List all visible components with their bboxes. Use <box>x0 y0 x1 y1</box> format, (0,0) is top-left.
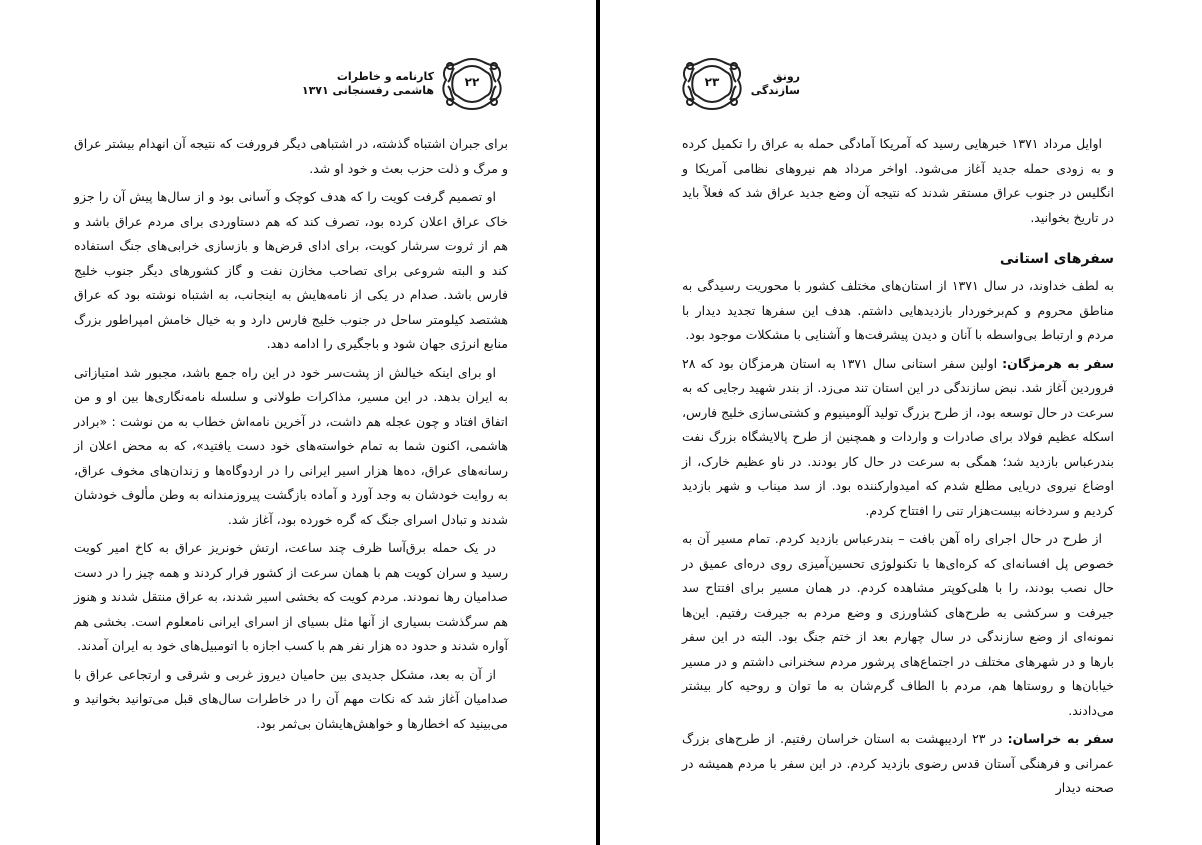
left-page <box>0 0 596 845</box>
running-head-subtitle: سازندگی <box>750 84 800 97</box>
paragraph-lead-in: سفر به هرمزگان: <box>1002 355 1114 371</box>
running-head-title: کارنامه و خاطرات <box>336 70 434 83</box>
page-header <box>680 56 880 112</box>
running-head-title: رونق <box>772 70 800 83</box>
page-header <box>301 56 520 112</box>
paragraph-hormozgan <box>682 352 1114 524</box>
paragraph: از طرح در حال اجرای راه آهن بافت – بندرعباس بازدید کردم. تمام مسیر آن به خصوص پل افسانه‌ای که کره‌ای‌ها با تکنولوژی تحسین‌آمیزی روی دره‌ای عمیق در حال نصب بودند، را با هلی‌کوپتر مشاهده کردم. در همان مسیر برای افتتاح سد جیرفت و سرکشی به طرح‌های کشاورزی و وضع مردم به جیرفت رفتیم. این‌ها نمونه‌ای از وضع سازندگی در سال چهارم بعد از ختم جنگ بود. البته در این سفر بارها و در شهرهای مختلف در اجتماع‌های پرشور مردم سخنرانی داشتم و در مسیر خیابان‌ها و روستاها هم، مردم با الطاف گرم‌شان به ما توان و روحیه کار بیشتر می‌دادند. <box>682 531 1114 718</box>
paragraph-text: اولین سفر استانی سال ۱۳۷۱ به استان هرمزگان بود که ۲۸ فروردین آغاز شد. نبض سازندگی در این استان تند می‌زد. از بندر شهید رجایی که به سرعت در حال توسعه بود، از طرح بزرگ تولید آلومینیوم و کشتی‌سازی خلیج فارس، اسکله عظیم فولاد برای صادرات و واردات و همچنین از طرح پالایشگاه بزرگ نفت بندرعباس بازدید شد؛ همگی به سرعت در حال کار بودند. در ناو عظیم خارک، از اوضاع نیروی دریایی مطلع شدم که امیدوارکننده بود. از سد میناب و شهر بازدید کردیم و سردخانه بیست‌هزار تنی را افتتاح کردم. <box>682 355 1114 518</box>
running-head <box>301 70 434 98</box>
paragraph-text: در ۲۳ اردیبهشت به استان خراسان رفتیم. از طرح‌های بزرگ عمرانی و فرهنگی آستان قدس رضوی بازدید کردم. در این سفر با مردم همیشه در صحنه دیدار <box>682 731 1114 795</box>
page-number: ۲۲ <box>464 75 480 89</box>
paragraph: او تصمیم گرفت کویت را که هدف کوچک و آسانی بود و از سال‌ها پیش آن را جزو خاک عراق اعلان کرده بود، تصرف کند که هم دستاوردی برای مردم عراق باشد و هم از ثروت سرشار کویت، برای ادای قرض‌ها و بازسازی خرابی‌های جنگ استفاده کند و البته شروعی برای تصاحب مخازن نفت و گاز کشورهای دیگر جنوب خلیج فارس باشد. صدام در یکی از نامه‌هایش به اینجانب، به اشتباه نوشته بود که عراق هشتصد کیلومتر ساحل در جنوب خلیج فارس دارد و به خیال خامش امپراطور بزرگ منابع انرژی جهان شود و باجگیری را ادامه دهد. <box>74 189 508 351</box>
running-head <box>748 70 800 98</box>
section-title: سفرهای استانی <box>999 251 1114 267</box>
paragraph-khorasan <box>682 727 1114 801</box>
paragraph: از آن به بعد، مشکل جدیدی بین حامیان دیروز غربی و شرقی و ارتجاعی عراق با صدامیان آغاز شد که نکات مهم آن را در خاطرات سال‌های قبل می‌توانید بخوانید و می‌بینید که اخطارها و خواهش‌هایشان بی‌ثمر بود. <box>74 666 508 731</box>
book-gutter <box>596 0 600 845</box>
page-number: ۲۳ <box>704 75 720 89</box>
paragraph: او برای اینکه خیالش از پشت‌سر خود در این راه جمع باشد، مجبور شد امتیازاتی به ایران بدهد. در این مسیر، مذاکرات طولانی و سلسله نامه‌نگاری‌ها بین او و من اتفاق افتاد و چون عجله هم داشت، در آخرین نامه‌اش خطاب به من نوشت : «برادر هاشمی، اکنون شما به تمام خواسته‌های خود دست یافتید»، که به محض اعلان از رسانه‌های عراق، ده‌ها هزار اسیر ایرانی را در اردوگاه‌ها و زندان‌های مخوف عراق، به روایت خودشان به وجد آورد و آماده بازگشت پیروزمندانه به وطن مألوف خودشان شدند و تبادل اسرای جنگ که گره خورده بود، آغاز شد. <box>74 364 508 527</box>
page-body <box>682 132 1114 805</box>
right-page <box>604 0 1202 845</box>
paragraph-lead-in: سفر به خراسان: <box>1007 731 1114 746</box>
paragraph: برای جبران اشتباه گذشته، در اشتباهی دیگر فرورفت که نتیجه آن انهدام بیشتر عراق و مرگ و ذلت حزب بعث و خود او شد. <box>74 136 508 176</box>
paragraph: اوایل مرداد ۱۳۷۱ خبرهایی رسید که آمریکا آمادگی حمله به عراق را تکمیل کرده و به زودی حمله جدید آغاز می‌شود. اواخر مرداد هم نیروهای نظامی آمریکا و انگلیس در جنوب عراق مستقر شدند که نتیجه آن وضع جدید عراق شد که فعلاً باید در تاریخ بخوانید. <box>682 136 1114 225</box>
paragraph: به لطف خداوند، در سال ۱۳۷۱ از استان‌های مختلف کشور با محوریت رسیدگی به مناطق محروم و کم‌برخوردار بازدیدهایی داشتم. هدف این سفرها تجدید دیدار با مردم و ارتباط بی‌واسطه با آنان و دیدن پیشرفت‌ها و آشنایی با مشکلات موجود بود. <box>682 278 1115 342</box>
page-body <box>74 132 508 740</box>
running-head-subtitle: هاشمی رفسنجانی ۱۳۷۱ <box>301 84 434 97</box>
paragraph: در یک حمله برق‌آسا ظرف چند ساعت، ارتش خونریز عراق به کاخ امیر کویت رسید و سران کویت هم با همان سرعت از کشور فرار کردند و همه چیز را در دست صدامیان رها نمودند. مردم کویت که بخشی اسیر شدند، به عراق منتقل شدند و هنوز هم سرگذشت بسیاری از آنها مثل بسیای از اسرای ایرانی نامعلوم است. بخشی هم آواره شدند و حدود ده هزار نفر هم با کسب اجازه با اتومبیل‌های خود به ایران آمدند. <box>74 540 508 653</box>
